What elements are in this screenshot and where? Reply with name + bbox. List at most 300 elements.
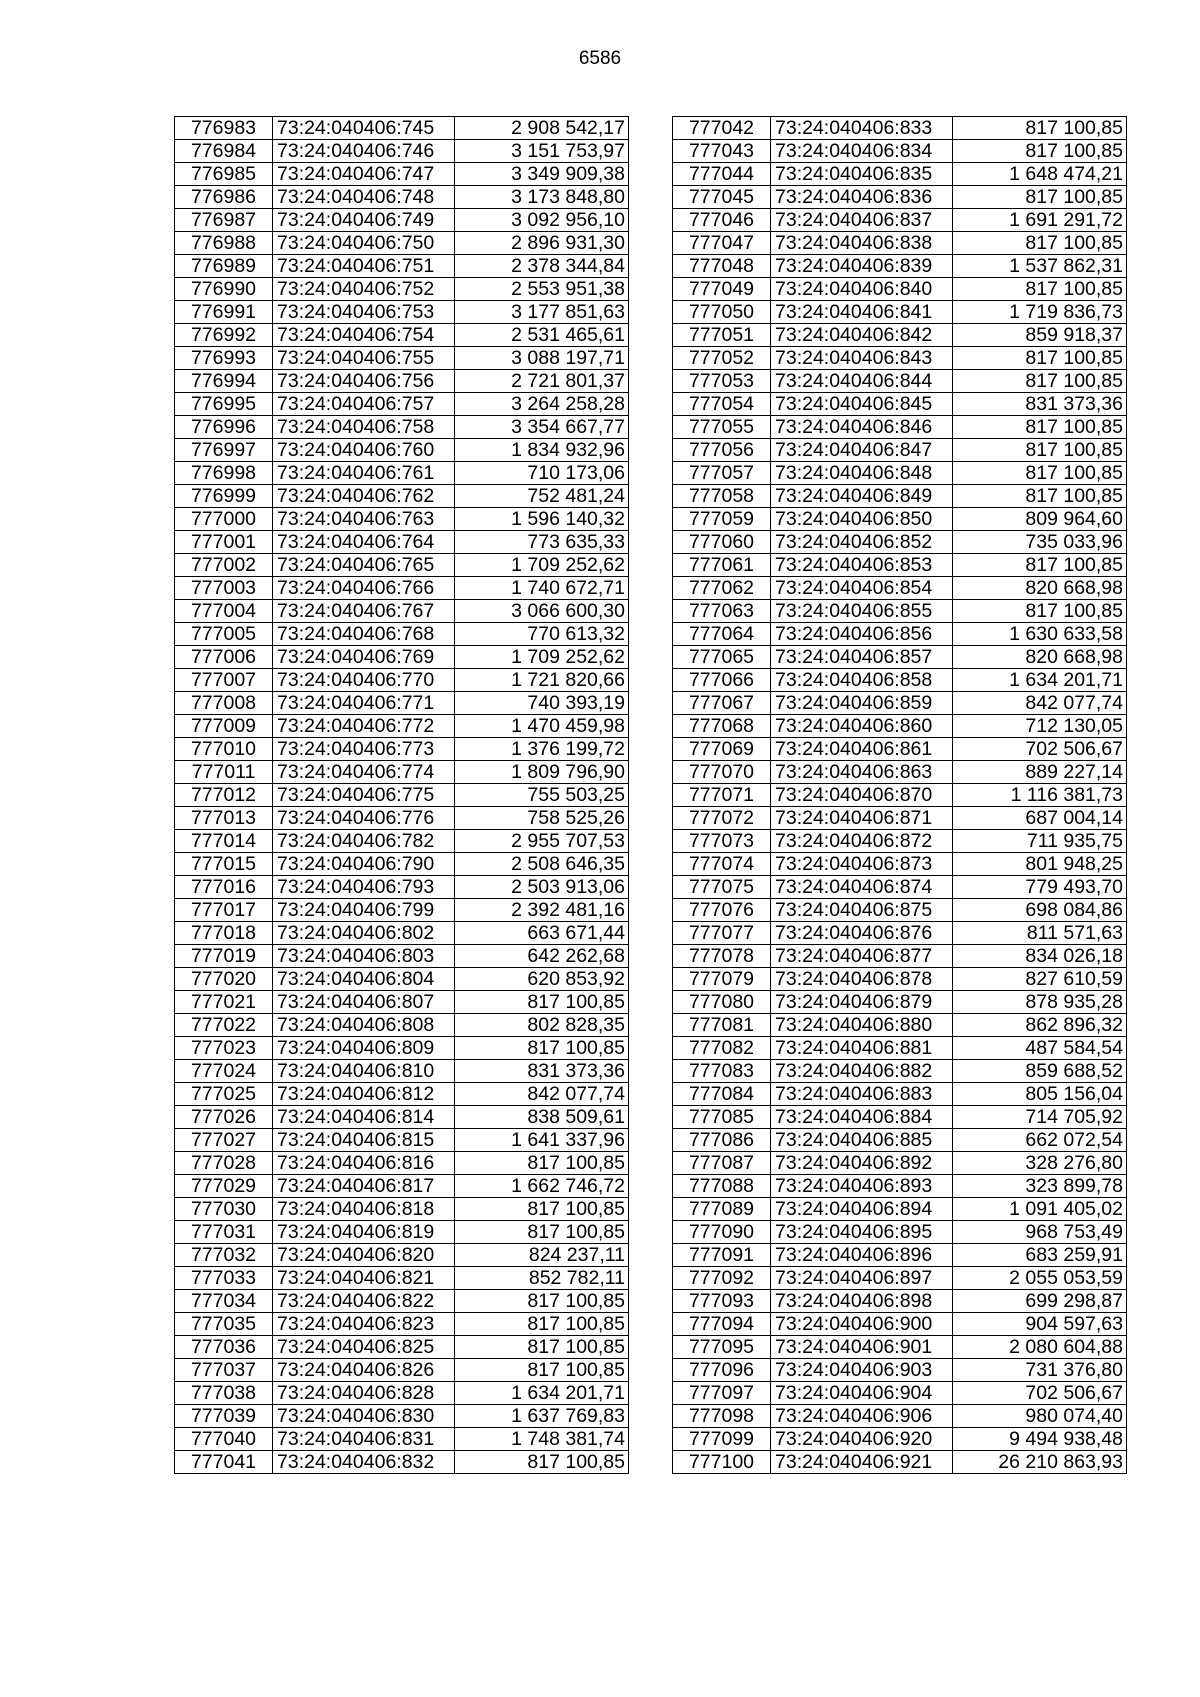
cadastral-number: 73:24:040406:831 [273, 1428, 455, 1451]
cadastral-value: 862 896,32 [953, 1014, 1127, 1037]
cadastral-value: 817 100,85 [953, 186, 1127, 209]
cadastral-number: 73:24:040406:767 [273, 600, 455, 623]
cadastral-number: 73:24:040406:817 [273, 1175, 455, 1198]
cadastral-value: 817 100,85 [953, 554, 1127, 577]
table-row [175, 209, 629, 232]
row-number: 777041 [175, 1451, 273, 1474]
row-number: 777018 [175, 922, 273, 945]
row-number: 776998 [175, 462, 273, 485]
row-number: 777074 [673, 853, 771, 876]
table-row [175, 508, 629, 531]
table-row [673, 1244, 1127, 1267]
cadastral-value: 642 262,68 [455, 945, 629, 968]
table-row [673, 554, 1127, 577]
cadastral-value: 817 100,85 [953, 278, 1127, 301]
row-number: 777046 [673, 209, 771, 232]
cadastral-value: 1 721 820,66 [455, 669, 629, 692]
cadastral-number: 73:24:040406:814 [273, 1106, 455, 1129]
cadastral-value: 817 100,85 [953, 462, 1127, 485]
table-row [673, 784, 1127, 807]
row-number: 777036 [175, 1336, 273, 1359]
cadastral-value: 3 066 600,30 [455, 600, 629, 623]
table-row [673, 945, 1127, 968]
cadastral-number: 73:24:040406:882 [771, 1060, 953, 1083]
cadastral-value: 817 100,85 [455, 1221, 629, 1244]
row-number: 777028 [175, 1152, 273, 1175]
cadastral-number: 73:24:040406:871 [771, 807, 953, 830]
row-number: 777007 [175, 669, 273, 692]
cadastral-number: 73:24:040406:855 [771, 600, 953, 623]
cadastral-value: 817 100,85 [455, 1037, 629, 1060]
cadastral-value: 323 899,78 [953, 1175, 1127, 1198]
cadastral-number: 73:24:040406:749 [273, 209, 455, 232]
row-number: 777024 [175, 1060, 273, 1083]
row-number: 776991 [175, 301, 273, 324]
table-row [673, 439, 1127, 462]
cadastral-number: 73:24:040406:804 [273, 968, 455, 991]
cadastral-value: 904 597,63 [953, 1313, 1127, 1336]
table-row [673, 1106, 1127, 1129]
table-row [673, 577, 1127, 600]
cadastral-value: 805 156,04 [953, 1083, 1127, 1106]
row-number: 777075 [673, 876, 771, 899]
cadastral-number: 73:24:040406:790 [273, 853, 455, 876]
cadastral-value: 3 151 753,97 [455, 140, 629, 163]
table-row [673, 600, 1127, 623]
cadastral-number: 73:24:040406:775 [273, 784, 455, 807]
table-row [673, 1359, 1127, 1382]
row-number: 776992 [175, 324, 273, 347]
row-number: 777090 [673, 1221, 771, 1244]
cadastral-value: 3 354 667,77 [455, 416, 629, 439]
cadastral-number: 73:24:040406:757 [273, 393, 455, 416]
table-row [175, 1451, 629, 1474]
cadastral-number: 73:24:040406:875 [771, 899, 953, 922]
cadastral-number: 73:24:040406:763 [273, 508, 455, 531]
cadastral-value: 2 378 344,84 [455, 255, 629, 278]
row-number: 777061 [673, 554, 771, 577]
row-number: 777065 [673, 646, 771, 669]
cadastral-number: 73:24:040406:874 [771, 876, 953, 899]
cadastral-value: 1 648 474,21 [953, 163, 1127, 186]
cadastral-value: 1 809 796,90 [455, 761, 629, 784]
cadastral-value: 817 100,85 [953, 232, 1127, 255]
cadastral-table-left [174, 116, 629, 1474]
cadastral-number: 73:24:040406:838 [771, 232, 953, 255]
page-number: 6586 [578, 48, 622, 69]
row-number: 777070 [673, 761, 771, 784]
cadastral-value: 3 349 909,38 [455, 163, 629, 186]
row-number: 777021 [175, 991, 273, 1014]
row-number: 777040 [175, 1428, 273, 1451]
cadastral-number: 73:24:040406:904 [771, 1382, 953, 1405]
row-number: 777039 [175, 1405, 273, 1428]
table-row [175, 117, 629, 140]
row-number: 777085 [673, 1106, 771, 1129]
row-number: 777071 [673, 784, 771, 807]
cadastral-number: 73:24:040406:825 [273, 1336, 455, 1359]
cadastral-number: 73:24:040406:876 [771, 922, 953, 945]
row-number: 777064 [673, 623, 771, 646]
table-row [673, 416, 1127, 439]
cadastral-number: 73:24:040406:901 [771, 1336, 953, 1359]
cadastral-value: 817 100,85 [953, 347, 1127, 370]
cadastral-number: 73:24:040406:893 [771, 1175, 953, 1198]
cadastral-number: 73:24:040406:883 [771, 1083, 953, 1106]
cadastral-value: 1 641 337,96 [455, 1129, 629, 1152]
row-number: 777052 [673, 347, 771, 370]
row-number: 777084 [673, 1083, 771, 1106]
cadastral-value: 1 634 201,71 [953, 669, 1127, 692]
cadastral-number: 73:24:040406:770 [273, 669, 455, 692]
table-row [673, 1428, 1127, 1451]
cadastral-value: 968 753,49 [953, 1221, 1127, 1244]
cadastral-value: 809 964,60 [953, 508, 1127, 531]
table-row [175, 1267, 629, 1290]
cadastral-number: 73:24:040406:846 [771, 416, 953, 439]
cadastral-value: 859 918,37 [953, 324, 1127, 347]
row-number: 777025 [175, 1083, 273, 1106]
table-row [175, 761, 629, 784]
cadastral-value: 3 177 851,63 [455, 301, 629, 324]
cadastral-value: 3 264 258,28 [455, 393, 629, 416]
cadastral-number: 73:24:040406:853 [771, 554, 953, 577]
cadastral-value: 817 100,85 [953, 416, 1127, 439]
cadastral-value: 1 691 291,72 [953, 209, 1127, 232]
cadastral-number: 73:24:040406:885 [771, 1129, 953, 1152]
row-number: 777066 [673, 669, 771, 692]
cadastral-value: 980 074,40 [953, 1405, 1127, 1428]
cadastral-value: 1 709 252,62 [455, 646, 629, 669]
row-number: 777032 [175, 1244, 273, 1267]
table-row [175, 1060, 629, 1083]
table-row [175, 163, 629, 186]
row-number: 777038 [175, 1382, 273, 1405]
cadastral-value: 817 100,85 [455, 1313, 629, 1336]
table-row [175, 1336, 629, 1359]
cadastral-value: 817 100,85 [455, 991, 629, 1014]
cadastral-value: 714 705,92 [953, 1106, 1127, 1129]
table-row [175, 853, 629, 876]
table-row [673, 1083, 1127, 1106]
row-number: 777055 [673, 416, 771, 439]
cadastral-value: 702 506,67 [953, 738, 1127, 761]
table-row [175, 370, 629, 393]
table-row [175, 738, 629, 761]
table-row [175, 393, 629, 416]
cadastral-value: 831 373,36 [455, 1060, 629, 1083]
row-number: 777033 [175, 1267, 273, 1290]
table-row [175, 1129, 629, 1152]
table-row [175, 1198, 629, 1221]
table-row [673, 255, 1127, 278]
cadastral-number: 73:24:040406:900 [771, 1313, 953, 1336]
cadastral-value: 699 298,87 [953, 1290, 1127, 1313]
cadastral-value: 1 091 405,02 [953, 1198, 1127, 1221]
cadastral-number: 73:24:040406:771 [273, 692, 455, 715]
cadastral-number: 73:24:040406:849 [771, 485, 953, 508]
table-row [673, 1037, 1127, 1060]
cadastral-value: 817 100,85 [953, 370, 1127, 393]
cadastral-value: 2 531 465,61 [455, 324, 629, 347]
cadastral-number: 73:24:040406:898 [771, 1290, 953, 1313]
cadastral-number: 73:24:040406:835 [771, 163, 953, 186]
table-row [673, 393, 1127, 416]
cadastral-number: 73:24:040406:856 [771, 623, 953, 646]
table-row [673, 1175, 1127, 1198]
cadastral-value: 731 376,80 [953, 1359, 1127, 1382]
row-number: 777004 [175, 600, 273, 623]
row-number: 777087 [673, 1152, 771, 1175]
cadastral-number: 73:24:040406:828 [273, 1382, 455, 1405]
row-number: 777073 [673, 830, 771, 853]
row-number: 776990 [175, 278, 273, 301]
cadastral-number: 73:24:040406:833 [771, 117, 953, 140]
cadastral-table-right [672, 116, 1127, 1474]
cadastral-value: 817 100,85 [455, 1198, 629, 1221]
cadastral-value: 834 026,18 [953, 945, 1127, 968]
row-number: 777043 [673, 140, 771, 163]
cadastral-value: 852 782,11 [455, 1267, 629, 1290]
cadastral-number: 73:24:040406:847 [771, 439, 953, 462]
cadastral-number: 73:24:040406:852 [771, 531, 953, 554]
row-number: 777094 [673, 1313, 771, 1336]
table-row [673, 1060, 1127, 1083]
row-number: 777014 [175, 830, 273, 853]
cadastral-value: 842 077,74 [455, 1083, 629, 1106]
table-row [673, 1014, 1127, 1037]
cadastral-number: 73:24:040406:903 [771, 1359, 953, 1382]
cadastral-value: 9 494 938,48 [953, 1428, 1127, 1451]
table-row [175, 347, 629, 370]
table-row [175, 715, 629, 738]
cadastral-number: 73:24:040406:881 [771, 1037, 953, 1060]
cadastral-number: 73:24:040406:818 [273, 1198, 455, 1221]
cadastral-value: 811 571,63 [953, 922, 1127, 945]
cadastral-number: 73:24:040406:844 [771, 370, 953, 393]
row-number: 777079 [673, 968, 771, 991]
cadastral-number: 73:24:040406:773 [273, 738, 455, 761]
cadastral-number: 73:24:040406:760 [273, 439, 455, 462]
cadastral-value: 889 227,14 [953, 761, 1127, 784]
cadastral-number: 73:24:040406:752 [273, 278, 455, 301]
row-number: 777000 [175, 508, 273, 531]
table-row [175, 1037, 629, 1060]
cadastral-number: 73:24:040406:877 [771, 945, 953, 968]
row-number: 777019 [175, 945, 273, 968]
row-number: 777091 [673, 1244, 771, 1267]
cadastral-value: 2 721 801,37 [455, 370, 629, 393]
cadastral-value: 824 237,11 [455, 1244, 629, 1267]
row-number: 777045 [673, 186, 771, 209]
row-number: 777099 [673, 1428, 771, 1451]
table-row [673, 186, 1127, 209]
cadastral-number: 73:24:040406:879 [771, 991, 953, 1014]
cadastral-number: 73:24:040406:809 [273, 1037, 455, 1060]
row-number: 777003 [175, 577, 273, 600]
table-row [673, 669, 1127, 692]
table-row [175, 1405, 629, 1428]
table-row [673, 163, 1127, 186]
table-row [175, 439, 629, 462]
cadastral-number: 73:24:040406:765 [273, 554, 455, 577]
cadastral-number: 73:24:040406:830 [273, 1405, 455, 1428]
cadastral-value: 702 506,67 [953, 1382, 1127, 1405]
table-row [673, 1451, 1127, 1474]
table-row [175, 1152, 629, 1175]
cadastral-number: 73:24:040406:848 [771, 462, 953, 485]
table-row [673, 692, 1127, 715]
table-row [673, 278, 1127, 301]
cadastral-number: 73:24:040406:816 [273, 1152, 455, 1175]
row-number: 777009 [175, 715, 273, 738]
table-row [175, 1428, 629, 1451]
table-row [175, 784, 629, 807]
table-row [673, 347, 1127, 370]
table-row [673, 370, 1127, 393]
cadastral-number: 73:24:040406:832 [273, 1451, 455, 1474]
table-row [175, 692, 629, 715]
row-number: 777008 [175, 692, 273, 715]
table-row [673, 324, 1127, 347]
table-row [673, 761, 1127, 784]
cadastral-value: 770 613,32 [455, 623, 629, 646]
row-number: 777001 [175, 531, 273, 554]
cadastral-value: 827 610,59 [953, 968, 1127, 991]
cadastral-value: 2 392 481,16 [455, 899, 629, 922]
table-row [673, 232, 1127, 255]
cadastral-value: 2 955 707,53 [455, 830, 629, 853]
row-number: 777051 [673, 324, 771, 347]
cadastral-value: 1 596 140,32 [455, 508, 629, 531]
row-number: 777015 [175, 853, 273, 876]
table-row [673, 1405, 1127, 1428]
row-number: 777048 [673, 255, 771, 278]
row-number: 776983 [175, 117, 273, 140]
row-number: 776986 [175, 186, 273, 209]
table-row [673, 853, 1127, 876]
cadastral-value: 2 508 646,35 [455, 853, 629, 876]
cadastral-value: 710 173,06 [455, 462, 629, 485]
cadastral-number: 73:24:040406:820 [273, 1244, 455, 1267]
cadastral-value: 1 662 746,72 [455, 1175, 629, 1198]
row-number: 777049 [673, 278, 771, 301]
row-number: 776987 [175, 209, 273, 232]
table-row [673, 462, 1127, 485]
cadastral-number: 73:24:040406:884 [771, 1106, 953, 1129]
row-number: 777016 [175, 876, 273, 899]
cadastral-number: 73:24:040406:863 [771, 761, 953, 784]
cadastral-value: 2 503 913,06 [455, 876, 629, 899]
cadastral-number: 73:24:040406:758 [273, 416, 455, 439]
table-row [175, 301, 629, 324]
row-number: 777083 [673, 1060, 771, 1083]
cadastral-number: 73:24:040406:793 [273, 876, 455, 899]
cadastral-number: 73:24:040406:858 [771, 669, 953, 692]
row-number: 777054 [673, 393, 771, 416]
cadastral-number: 73:24:040406:920 [771, 1428, 953, 1451]
cadastral-value: 820 668,98 [953, 646, 1127, 669]
table-row [673, 1198, 1127, 1221]
table-row [175, 140, 629, 163]
cadastral-value: 735 033,96 [953, 531, 1127, 554]
cadastral-value: 817 100,85 [953, 439, 1127, 462]
cadastral-number: 73:24:040406:839 [771, 255, 953, 278]
table-row [175, 922, 629, 945]
table-row [673, 301, 1127, 324]
cadastral-number: 73:24:040406:921 [771, 1451, 953, 1474]
row-number: 777050 [673, 301, 771, 324]
row-number: 777082 [673, 1037, 771, 1060]
row-number: 777077 [673, 922, 771, 945]
cadastral-value: 817 100,85 [455, 1359, 629, 1382]
row-number: 777076 [673, 899, 771, 922]
cadastral-value: 1 709 252,62 [455, 554, 629, 577]
cadastral-value: 817 100,85 [455, 1290, 629, 1313]
table-row [175, 1359, 629, 1382]
row-number: 777035 [175, 1313, 273, 1336]
row-number: 777053 [673, 370, 771, 393]
table-row [175, 278, 629, 301]
table-row [175, 600, 629, 623]
row-number: 776994 [175, 370, 273, 393]
table-row [175, 945, 629, 968]
cadastral-number: 73:24:040406:850 [771, 508, 953, 531]
table-row [175, 669, 629, 692]
cadastral-number: 73:24:040406:799 [273, 899, 455, 922]
cadastral-number: 73:24:040406:896 [771, 1244, 953, 1267]
cadastral-number: 73:24:040406:748 [273, 186, 455, 209]
cadastral-number: 73:24:040406:812 [273, 1083, 455, 1106]
row-number: 776996 [175, 416, 273, 439]
cadastral-number: 73:24:040406:769 [273, 646, 455, 669]
row-number: 777062 [673, 577, 771, 600]
cadastral-value: 683 259,91 [953, 1244, 1127, 1267]
cadastral-number: 73:24:040406:842 [771, 324, 953, 347]
cadastral-value: 878 935,28 [953, 991, 1127, 1014]
cadastral-value: 817 100,85 [455, 1451, 629, 1474]
cadastral-number: 73:24:040406:772 [273, 715, 455, 738]
table-row [673, 991, 1127, 1014]
cadastral-number: 73:24:040406:761 [273, 462, 455, 485]
cadastral-value: 1 116 381,73 [953, 784, 1127, 807]
cadastral-value: 1 719 836,73 [953, 301, 1127, 324]
row-number: 777030 [175, 1198, 273, 1221]
table-row [175, 1106, 629, 1129]
cadastral-number: 73:24:040406:803 [273, 945, 455, 968]
row-number: 777072 [673, 807, 771, 830]
row-number: 777080 [673, 991, 771, 1014]
table-row [673, 922, 1127, 945]
row-number: 777092 [673, 1267, 771, 1290]
table-row [673, 140, 1127, 163]
cadastral-value: 1 376 199,72 [455, 738, 629, 761]
row-number: 777088 [673, 1175, 771, 1198]
row-number: 777027 [175, 1129, 273, 1152]
cadastral-number: 73:24:040406:753 [273, 301, 455, 324]
cadastral-value: 1 634 201,71 [455, 1382, 629, 1405]
cadastral-value: 802 828,35 [455, 1014, 629, 1037]
row-number: 776997 [175, 439, 273, 462]
row-number: 777020 [175, 968, 273, 991]
cadastral-value: 3 092 956,10 [455, 209, 629, 232]
table-row [175, 485, 629, 508]
table-row [175, 1083, 629, 1106]
row-number: 777017 [175, 899, 273, 922]
table-row [673, 531, 1127, 554]
cadastral-value: 487 584,54 [953, 1037, 1127, 1060]
table-row [673, 1152, 1127, 1175]
